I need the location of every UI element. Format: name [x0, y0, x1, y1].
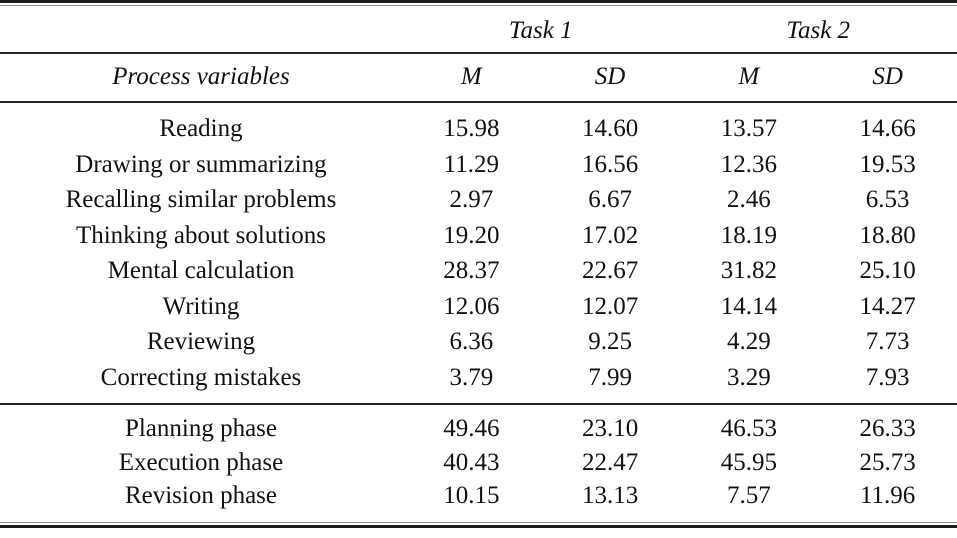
value-cell: 19.20 [443, 221, 500, 249]
task2-m-label: M [679, 53, 818, 103]
value-cell: 18.19 [720, 221, 777, 249]
table-row [0, 182, 957, 218]
row-label: Execution phase [118, 448, 284, 476]
value-cell: 25.73 [859, 448, 916, 476]
table-row [0, 102, 957, 147]
row-label: Planning phase [124, 415, 278, 442]
value-cell: 46.53 [720, 415, 777, 442]
value-cell: 25.10 [859, 257, 916, 284]
value-cell: 12.07 [581, 292, 639, 320]
empty-corner-cell [0, 6, 402, 53]
table-row [0, 479, 957, 522]
phase-section [0, 404, 957, 522]
task1-header: Task 1 [402, 6, 680, 53]
task2-sd-label: SD [818, 53, 957, 103]
value-cell: 11.29 [443, 150, 499, 178]
task2-header: Task 2 [679, 6, 957, 53]
row-label: Reviewing [146, 328, 256, 355]
table-row [0, 289, 957, 325]
value-cell: 7.57 [726, 482, 771, 509]
value-cell: 12.36 [720, 150, 777, 178]
value-cell: 7.73 [865, 328, 910, 355]
process-section [0, 102, 957, 404]
task-header-row [0, 6, 957, 53]
table-bottom-rule [0, 522, 957, 528]
value-cell: 10.15 [443, 482, 500, 509]
value-cell: 12.06 [443, 292, 500, 320]
table-row [0, 360, 957, 405]
value-cell: 6.36 [449, 328, 494, 355]
task1-m-label: M [402, 53, 541, 103]
stat-header-row [0, 53, 957, 103]
row-label: Drawing or summarizing [75, 150, 327, 178]
value-cell: 40.43 [443, 448, 500, 476]
value-cell: 13.57 [720, 115, 777, 142]
table-row [0, 218, 957, 254]
value-cell: 26.33 [859, 415, 916, 442]
process-variables-label: Process variables [0, 53, 402, 103]
value-cell: 14.27 [859, 292, 916, 320]
table-row [0, 147, 957, 183]
value-cell: 14.60 [581, 115, 639, 142]
value-cell: 6.67 [588, 186, 632, 213]
row-label: Recalling similar problems [65, 186, 337, 213]
value-cell: 14.14 [720, 292, 777, 320]
value-cell: 16.56 [581, 150, 639, 178]
value-cell: 2.46 [726, 186, 771, 213]
table-row [0, 324, 957, 360]
process-variables-table [0, 6, 957, 522]
value-cell: 14.66 [859, 115, 916, 142]
value-cell: 15.98 [443, 115, 500, 142]
value-cell: 45.95 [720, 448, 777, 476]
value-cell: 9.25 [588, 328, 632, 355]
value-cell: 17.02 [581, 221, 639, 249]
value-cell: 4.29 [726, 328, 771, 355]
value-cell: 3.29 [726, 363, 771, 391]
row-label: Writing [162, 292, 240, 320]
table-row [0, 253, 957, 289]
value-cell: 23.10 [581, 415, 639, 442]
row-label: Correcting mistakes [100, 363, 302, 391]
row-label: Revision phase [124, 482, 278, 509]
table-header [0, 6, 957, 102]
value-cell: 19.53 [859, 150, 916, 178]
value-cell: 28.37 [443, 257, 500, 284]
row-label: Mental calculation [107, 257, 295, 284]
value-cell: 22.47 [581, 448, 639, 476]
value-cell: 3.79 [449, 363, 494, 391]
value-cell: 11.96 [859, 482, 916, 509]
task1-sd-label: SD [541, 53, 680, 103]
value-cell: 22.67 [581, 257, 639, 284]
value-cell: 31.82 [720, 257, 777, 284]
value-cell: 13.13 [581, 482, 639, 509]
value-cell: 6.53 [865, 186, 910, 213]
table-row [0, 446, 957, 480]
value-cell: 49.46 [443, 415, 500, 442]
value-cell: 7.93 [865, 363, 910, 391]
value-cell: 2.97 [449, 186, 494, 213]
value-cell: 7.99 [588, 363, 632, 391]
table-row [0, 404, 957, 446]
row-label: Thinking about solutions [75, 221, 326, 249]
row-label: Reading [159, 115, 243, 142]
value-cell: 18.80 [859, 221, 916, 249]
